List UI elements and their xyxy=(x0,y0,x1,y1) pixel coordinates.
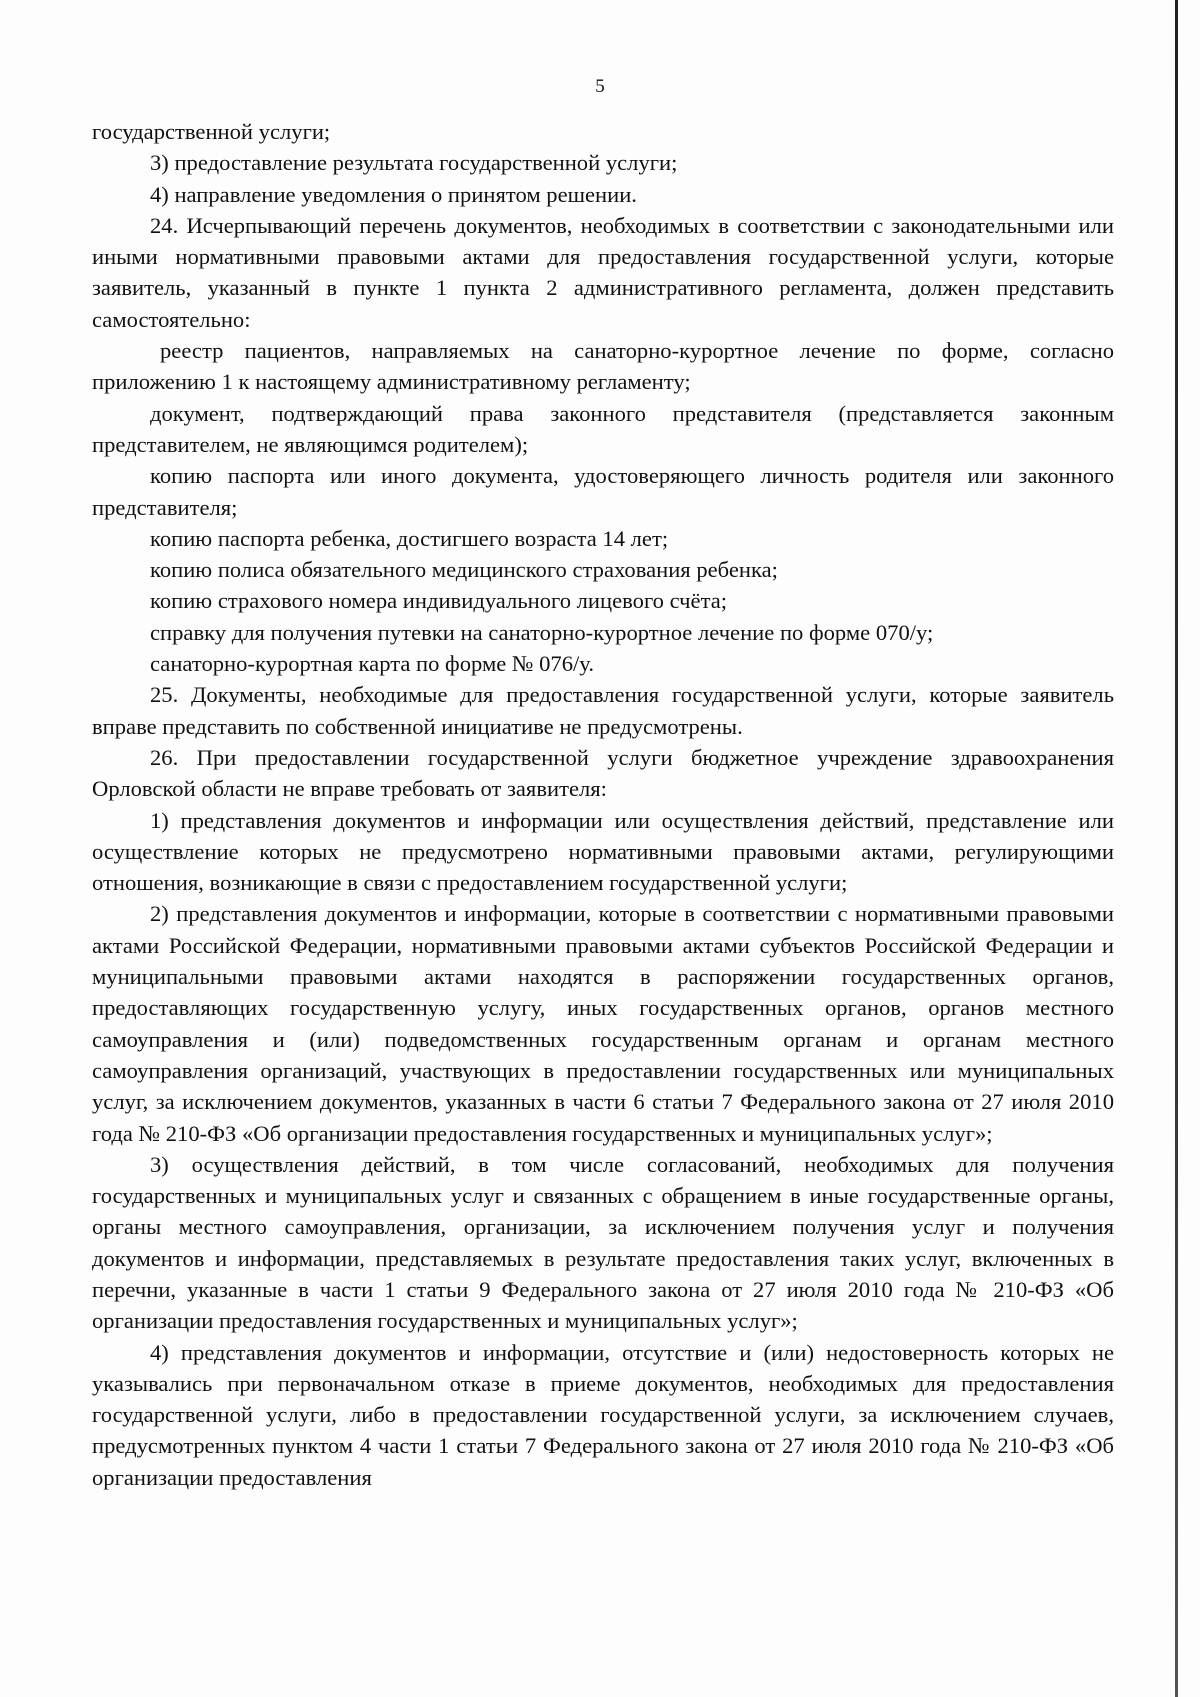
paragraph: 4) направление уведомления о принятом решении. xyxy=(150,181,637,207)
paragraph: 3) осуществления действий, в том числе согласований, необходимых для получения государственных и муниципальных услуг и связанных с обращением в иные государственные органы, органы местного самоуправления, организации, за исключением получения услуг и получения документов и информации, представляемых в результате предоставления таких услуг, включенных в перечни, указанные в части 1 статьи 9 Федерального закона от 27 июля 2010 года № 210-ФЗ «Об организации предоставления государственных и муниципальных услуг»; xyxy=(92,1151,1114,1334)
paragraph: справку для получения путевки на санаторно-курортное лечение по форме 070/у; xyxy=(150,619,934,645)
paragraph: 24. Исчерпывающий перечень документов, необходимых в соответствии с законодательными или иными нормативными правовыми актами для предоставления государственной услуги, которые заявитель, указанный в пункте 1 пункта 2 административного регламента, должен представить самостоятельно: xyxy=(92,212,1114,332)
paragraph: копию полиса обязательного медицинского страхования ребенка; xyxy=(150,557,778,583)
document-body xyxy=(92,116,1114,1493)
paragraph: государственной услуги; xyxy=(92,119,331,144)
paragraph: копию паспорта или иного документа, удостоверяющего личность родителя или законного представителя; xyxy=(92,463,1114,520)
paragraph: реестр пациентов, направляемых на санаторно-курортное лечение по форме, согласно приложению 1 к настоящему административному регламенту; xyxy=(92,338,1114,395)
scan-edge-line xyxy=(1175,0,1178,1697)
paragraph: копию паспорта ребенка, достигшего возраста 14 лет; xyxy=(150,525,669,551)
paragraph: документ, подтверждающий права законного представителя (представляется законным представителем, не являющимся родителем); xyxy=(92,400,1114,457)
paragraph: 26. При предоставлении государственной услуги бюджетное учреждение здравоохранения Орловской области не вправе требовать от заявителя: xyxy=(92,744,1114,802)
paragraph: 4) представления документов и информации, отсутствие и (или) недостоверность которых не указывались при первоначальном отказе в приеме документов, необходимых для предоставления государственной услуги, либо в предоставлении государственной услуги, за исключением случаев, предусмотренных пунктом 4 части 1 статьи 7 Федерального закона от 27 июля 2010 года № 210-ФЗ «Об организации предоставления xyxy=(92,1339,1114,1490)
page-number: 5 xyxy=(595,76,605,97)
paragraph: санаторно-курортная карта по форме № 076/у. xyxy=(150,651,594,677)
paragraph: 2) представления документов и информации, которые в соответствии с нормативными правовыми актами Российской Федерации, нормативными правовыми актами субъектов Российской Федерации и муниципальными правовыми актами находятся в распоряжении государственных органов, предоставляющих государственную услугу, иных государственных органов, органов местного самоуправления и (или) подведомственных государственным органам и органам местного самоуправления организаций, участвующих в предоставлении государственных или муниципальных услуг, за исключением документов, указанных в части 6 статьи 7 Федерального закона от 27 июля 2010 года № 210-ФЗ «Об организации предоставления государственных и муниципальных услуг»; xyxy=(92,901,1114,1146)
paragraph: копию страхового номера индивидуального лицевого счёта; xyxy=(150,588,728,614)
paragraph: 1) представления документов и информации или осуществления действий, представление или осуществление которых не предусмотрено нормативными правовыми актами, регулирующими отношения, возникающие в связи с предоставлением государственной услуги; xyxy=(92,807,1114,896)
paragraph: 25. Документы, необходимые для предоставления государственной услуги, которые заявитель вправе представить по собственной инициативе не предусмотрены. xyxy=(92,682,1114,739)
paragraph: 3) предоставление результата государственной услуги; xyxy=(150,150,678,176)
